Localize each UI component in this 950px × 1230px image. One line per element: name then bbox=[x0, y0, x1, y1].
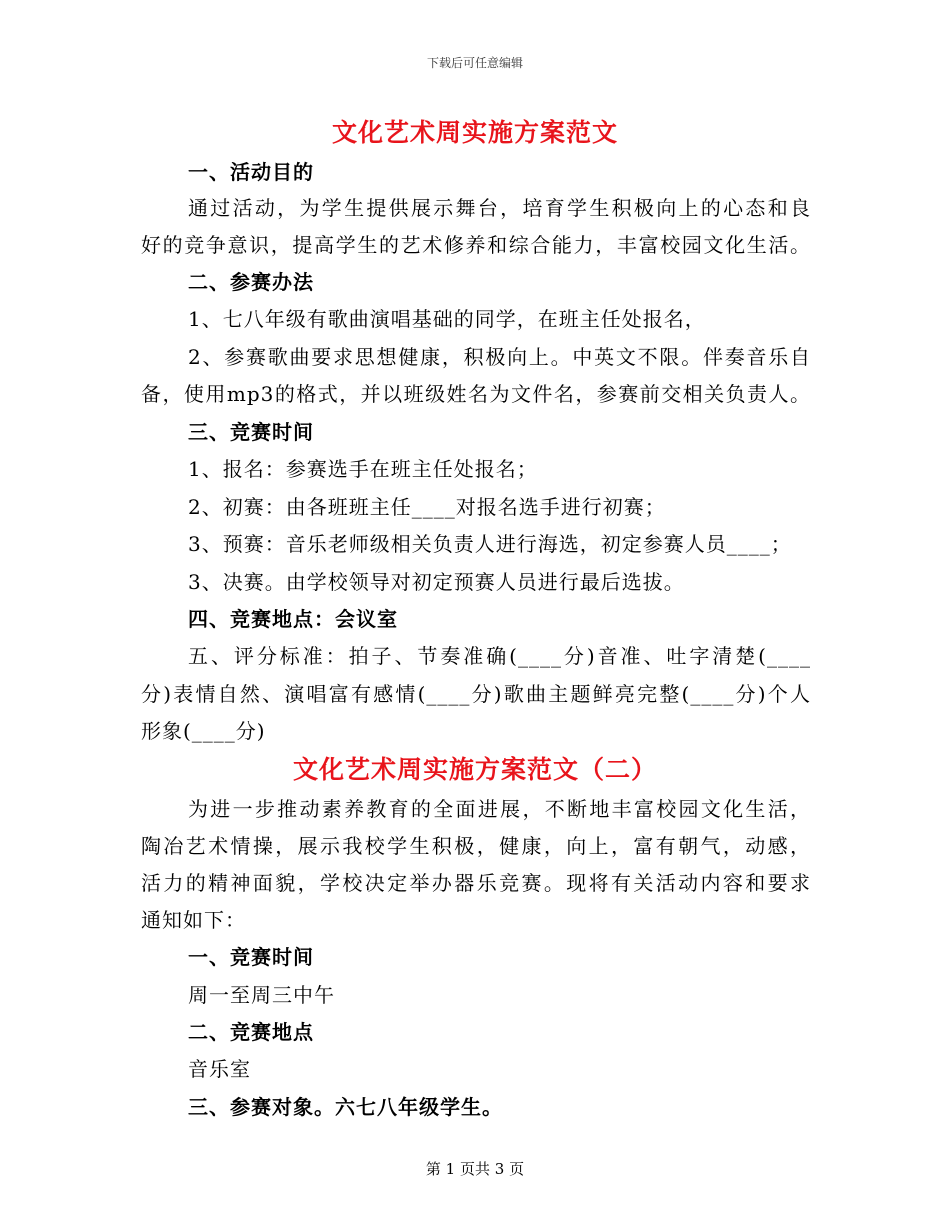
paragraph-line: 音乐室 bbox=[188, 1057, 251, 1081]
paragraph-line: 1、七八年级有歌曲演唱基础的同学，在班主任处报名， bbox=[188, 307, 706, 331]
section-heading: 二、参赛办法 bbox=[188, 270, 314, 294]
paragraph-line: 活力的精神面貌，学校决定举办器乐竞赛。现将有关活动内容和要求 bbox=[141, 871, 811, 895]
paragraph-line: 周一至周三中午 bbox=[188, 983, 335, 1007]
paragraph-line: 通过活动，为学生提供展示舞台，培育学生积极向上的心态和良 bbox=[188, 196, 811, 220]
paragraph-line: 3、决赛。由学校领导对初定预赛人员进行最后选拔。 bbox=[188, 570, 685, 594]
paragraph-line: 2、参赛歌曲要求思想健康，积极向上。中英文不限。伴奏音乐自 bbox=[188, 345, 811, 369]
paragraph-line: 3、预赛：音乐老师级相关负责人进行海选，初定参赛人员____； bbox=[188, 532, 792, 556]
document-title: 文化艺术周实施方案范文 bbox=[331, 118, 618, 147]
paragraph-line: 分)表情自然、演唱富有感情(____分)歌曲主题鲜亮完整(____分)个人 bbox=[141, 682, 811, 706]
section-heading: 三、竞赛时间 bbox=[188, 420, 314, 444]
paragraph-line: 2、初赛：由各班班主任____对报名选手进行初赛； bbox=[188, 495, 666, 519]
document-title-2: 文化艺术周实施方案范文（二） bbox=[292, 755, 657, 784]
paragraph-line: 为进一步推动素养教育的全面进展，不断地丰富校园文化生活， bbox=[188, 797, 811, 821]
paragraph-line: 1、报名：参赛选手在班主任处报名； bbox=[188, 457, 538, 481]
paragraph-line: 五、评分标准：拍子、节奏准确(____分)音准、吐字清楚(____ bbox=[188, 644, 811, 668]
page-number: 第 1 页共 3 页 bbox=[425, 1160, 525, 1178]
paragraph-line: 形象(____分) bbox=[141, 719, 266, 743]
paragraph-line: 陶冶艺术情操，展示我校学生积极，健康，向上，富有朝气，动感， bbox=[141, 834, 811, 858]
paragraph-line: 备，使用mp3的格式，并以班级姓名为文件名，参赛前交相关负责人。 bbox=[141, 382, 811, 406]
section-heading: 一、竞赛时间 bbox=[188, 945, 314, 969]
section-heading: 一、活动目的 bbox=[188, 160, 314, 184]
section-heading: 二、竞赛地点 bbox=[188, 1020, 314, 1044]
header-note: 下载后可任意编辑 bbox=[426, 56, 523, 70]
section-heading: 三、参赛对象。六七八年级学生。 bbox=[188, 1095, 503, 1119]
paragraph-line: 好的竞争意识，提高学生的艺术修养和综合能力，丰富校园文化生活。 bbox=[141, 233, 811, 257]
paragraph-line: 通知如下： bbox=[141, 908, 246, 932]
section-heading: 四、竞赛地点：会议室 bbox=[188, 607, 398, 631]
